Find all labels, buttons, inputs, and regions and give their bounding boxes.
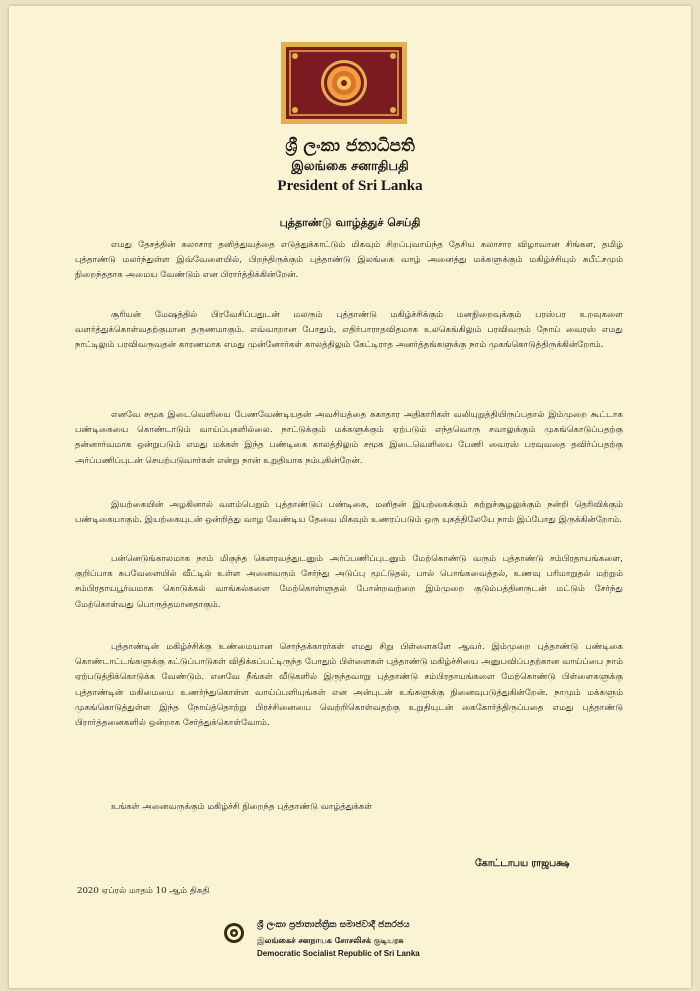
footer-tamil: இலங்கைச் சனநாயக சோசலிசக் குடியரசு [257,935,404,945]
presidential-flag-emblem [281,42,407,124]
paragraph-3: எனவே சமூக இடைவெளியை பேணவேண்டியதன் அவசியத்தை சுகாதார அதிகாரிகள் வலியுறுத்தியிருப்பதால் இம்முறை கூட்டாக பண்டிகையை கொண்டாடும் வாய்ப்புகளில்லை. நாட்டுக்கும் மக்களுக்கும் ஏற்படும் எந்தவொரு சவாலுக்கும் முகங்கொடுப்பதற்கு தன்னார்வமாக ஒன்றுபடும் எமது மக்கள் இந்த பண்டிகை காலத்திலும் சமூக இடைவெளியை பேணி வைரஸ் பரவுவதை தவிர்ப்பதற்கு அர்ப்பணிப்புடன் செயற்படுவார்கள் என்று நான் உறுதியாக நம்புகின்றேன். [75,410,623,466]
letter-subject: புத்தாண்டு வாழ்த்துச் செய்தி [279,216,421,229]
paragraph-5: பன்னெடுங்காலமாக நாம் மிகுந்த கௌரவத்துடனும் அர்ப்பணிப்புடனும் மேற்கொண்டு வரும் புத்தாண்டு சம்பிரதாயங்களை, குறிப்பாக சுபவேளையில் வீட்டில் உள்ள அனைவரும் சேர்ந்து அடுப்பு மூட்டுதல், பால் பொங்கவைத்தல், உணவு பரிமாறுதல் மற்றும் சம்பிரதாயபூர்வமாக கொடுக்கல் வாங்கல்களை மேற்கொள்ளுதல் போன்றவற்றை இம்முறை குடும்பத்தினருடன் மட்டும் சேர்ந்து மேற்கொள்வது பொருத்தமானதாகும். [75,554,623,610]
paragraph-1: எமது தேசத்தின் கலாசார தனித்துவத்தை எடுத்துக்காட்டும் மிகவும் சிறப்புவாய்ந்த தேசிய கலாசார விழாவான சிங்கள, தமிழ் புத்தாண்டு மலர்ந்துள்ள இவ்வேளையில், பிறந்திருக்கும் புத்தாண்டு இலங்கை வாழ் அனைத்து மக்களுக்கும் மகிழ்ச்சியும் சுபீட்சமும் நிறைந்ததாக அமைய வேண்டும் என பிரார்த்திக்கின்றேன். [75,240,623,281]
header-sinhala-title: ශ්‍රී ලංකා ජනාධිපති [285,136,415,156]
header-tamil-title: இலங்கை சனாதிபதி [291,159,409,174]
footer-english: Democratic Socialist Republic of Sri Lanka [257,949,420,958]
closing-greeting: உங்கள் அனைவருக்கும் மகிழ்ச்சி நிறைந்த புத்தாண்டு வாழ்த்துக்கள் [111,802,373,812]
letter-page [9,6,691,988]
letter-date: 2020 ஏப்ரல் மாதம் 10 ஆம் திகதி [77,886,210,896]
paragraph-4: இயற்கையின் அழகினால் வளம்பெறும் புத்தாண்டுப் பண்டிகை, மனிதன் இயற்கைக்கும் சுற்றுச்சூழலுக்கும் நன்றி தெரிவிக்கும் பண்டிகையாகும். இயற்கையுடன் ஒன்றித்து வாழ வேண்டிய தேவை மிகவும் உணரப்படும் ஒரு யுகத்திலேயே நாம் இப்போது இருக்கின்றோம். [75,500,623,526]
paragraph-6: புத்தாண்டின் மகிழ்ச்சிக்கு உண்மையான சொந்தக்காரர்கள் எமது சிறு பிள்ளைகளே ஆவர். இம்முறை புத்தாண்டு பண்டிகை கொண்டாட்டங்களுக்கு கட்டுப்பாடுகள் விதிக்கப்பட்டிருந்த போதும் பிள்ளைகள் புத்தாண்டு மகிழ்ச்சியை அனுபவிப்பதற்கான வாய்ப்பை நாம் ஏற்படுத்திக்கொடுக்க வேண்டும். எனவே நீங்கள் வீடுகளில் இருந்தவாறு புத்தாண்டு சம்பிரதாயங்களை மேற்கொண்டு பிள்ளைகளுக்கு புத்தாண்டின் மகிமையை உணர்ந்துகொள்ள வாய்ப்பளியுங்கள் என அன்புடன் உங்களுக்கு நினைவுபடுத்துகின்றேன். நாமும் மக்களும் முகங்கொடுத்துள்ள இந்த நோய்த்தொற்று பிரச்சினையை வெற்றிகொள்வதற்கு உறுதியுடன் கைகோர்த்திருப்பதை எமது புத்தாண்டு பிரார்த்தனைகளில் ஒன்றாக சேர்த்துக்கொள்வோம். [75,642,623,729]
signature-name: கோட்டாபய ராஜபக்ஷ [475,858,570,869]
footer-sinhala: ශ්‍රී ලංකා ප්‍රජාතාන්ත්‍රික සමාජවාදී ජනරජය [257,920,410,930]
paragraph-2: சூரியன் மேஷத்தில் பிரவேசிப்பதுடன் மலரும் புத்தாண்டு மகிழ்ச்சிக்கும் மனநிறைவுக்கும் பரஸ்பர உறவுகளை வளர்த்துக்கொள்வதற்குமான தருணமாகும். எவ்வாறான போதும், எதிர்பாராதவிதமாக உலகெங்கிலும் பரவிவரும் நோய் வைரஸ் எமது நாட்டிலும் பரவிவருவதன் காரணமாக எமது முன்னோர்கள் காலத்திலும் கேட்டிராத அனர்த்தங்களுக்கு நாம் முகங்கொடுத்திருக்கின்றோம். [75,310,623,351]
header-english-title: President of Sri Lanka [277,178,423,194]
state-emblem-icon [223,922,245,944]
